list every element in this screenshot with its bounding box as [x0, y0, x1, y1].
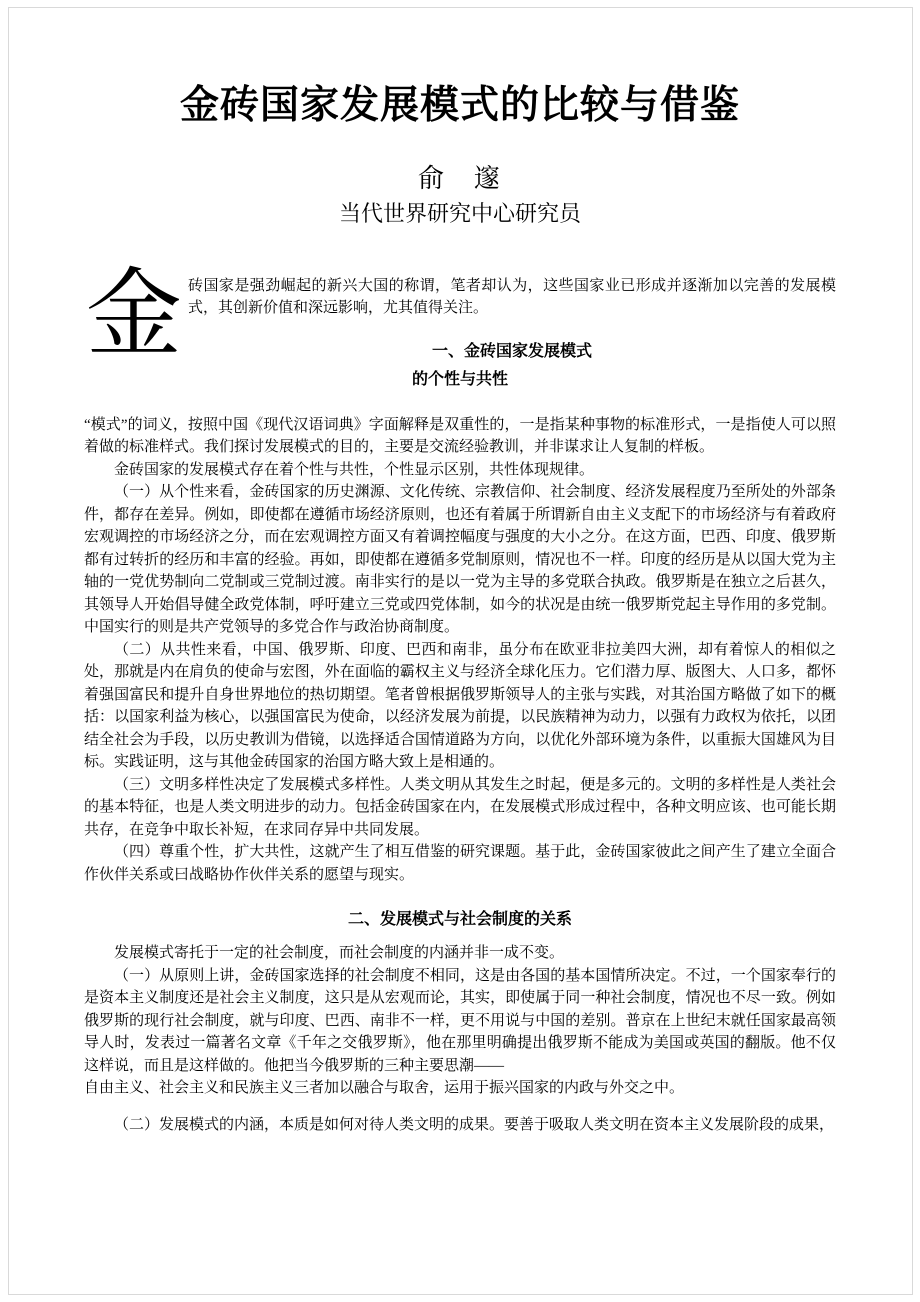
- author-affiliation: 当代世界研究中心研究员: [338, 201, 581, 227]
- section1-heading-line2: 的个性与共性: [411, 370, 508, 388]
- dropcap-character: 金: [86, 260, 182, 368]
- lead-block: [84, 260, 836, 394]
- paragraph: （二）从共性来看，中国、俄罗斯、印度、巴西和南非，虽分布在欧亚非拉美四大洲，却有着惊人的相似之处，那就是内在肩负的使命与宏图，外在面临的霸权主义与经济全球化压力。它们潜力厚、版图大、人口多，都怀着强国富民和提升自身世界地位的热切期望。笔者曾根据俄罗斯领导人的主张与实践，对其治国方略做了如下的概括：以国家利益为核心，以强国富民为使命，以经济发展为前提，以民族精神为动力，以强有力政权为依托，以团结全社会为手段，以历史教训为借镜，以选择适合国情道路为方向，以优化外部环境为条件，以重振大国雄风为目标。实践证明，这与其他金砖国家的治国方略大致上是相通的。: [84, 641, 836, 771]
- paragraph: （一）从原则上讲，金砖国家选择的社会制度不相同，这是由各国的基本国情所决定。不过，一个国家奉行的是资本主义制度还是社会主义制度，这只是从宏观而论，其实，即使属于同一种社会制度，情况也不尽一致。例如俄罗斯的现行社会制度，就与印度、巴西、南非不一样，更不用说与中国的差别。普京在上世纪末就任国家最高领导人时，发表过一篇著名文章《千年之交俄罗斯》，他在那里明确提出俄罗斯不能成为美国或英国的翻版。他不仅这样说，而且是这样做的。他把当今俄罗斯的三种主要思潮——: [84, 967, 836, 1074]
- section1-body: [84, 414, 836, 887]
- paragraph: （四）尊重个性，扩大共性，这就产生了相互借鉴的研究课题。基于此，金砖国家彼此之间产生了建立全面合作伙伴关系或曰战略协作伙伴关系的愿望与现实。: [84, 844, 836, 883]
- section2-heading: 二、发展模式与社会制度的关系: [347, 911, 572, 929]
- document-title: 金砖国家发展模式的比较与借鉴: [179, 84, 740, 127]
- paragraph: 自由主义、社会主义和民族主义三者加以融合与取舍，运用于振兴国家的内政与外交之中。: [84, 1080, 685, 1097]
- author-name: 俞 邃: [417, 163, 502, 193]
- lead-paragraph: 砖国家是强劲崛起的新兴大国的称谓，笔者却认为，这些国家业已形成并逐渐加以完善的发展模式，其创新价值和深远影响，尤其值得关注。: [188, 277, 836, 317]
- section2-body: [84, 942, 836, 1136]
- paragraph: “模式”的词义，按照中国《现代汉语词典》字面解释是双重性的，一是指某种事物的标准形式，一是指使人可以照着做的标准样式。我们探讨发展模式的目的，主要是交流经验教训，并非谋求让人复制的样板。: [84, 416, 836, 456]
- paragraph: （二）发展模式的内涵，本质是如何对待人类文明的成果。要善于吸取人类文明在资本主义发展阶段的成果，: [114, 1116, 835, 1133]
- paragraph: （三）文明多样性决定了发展模式多样性。人类文明从其发生之时起，便是多元的。文明的多样性是人类社会的基本特征，也是人类文明进步的动力。包括金砖国家在内，在发展模式形成过程中，各种文明应该、也可能长期共存，在竞争中取长补短，在求同存异中共同发展。: [84, 776, 836, 838]
- paragraph: 金砖国家的发展模式存在着个性与共性，个性显示区别，共性体现规律。: [114, 461, 595, 478]
- section1-heading: [84, 338, 836, 394]
- paragraph: 发展模式寄托于一定的社会制度，而社会制度的内涵并非一成不变。: [114, 945, 565, 962]
- section1-heading-line1: 一、金砖国家发展模式: [431, 342, 592, 360]
- paragraph: （一）从个性来看，金砖国家的历史渊源、文化传统、宗教信仰、社会制度、经济发展程度乃至所处的外部条件，都存在差异。例如，即使都在遵循市场经济原则，也还有着属于所谓新自由主义支配下的市场经济与有着政府宏观调控的市场经济之分，而在宏观调控方面又有着调控幅度与强度的大小之分。在这方面，巴西、印度、俄罗斯都有过转折的经历和丰富的经验。再如，即使都在遵循多党制原则，情况也不一样。印度的经历是从以国大党为主轴的一党优势制向二党制或三党制过渡。南非实行的是以一党为主导的多党联合执政。俄罗斯是在独立之后甚久，其领导人开始倡导健全政党体制，呼吁建立三党或四党体制，如今的状况是由统一俄罗斯党起主导作用的多党制。中国实行的则是共产党领导的多党合作与政治协商制度。: [84, 484, 836, 636]
